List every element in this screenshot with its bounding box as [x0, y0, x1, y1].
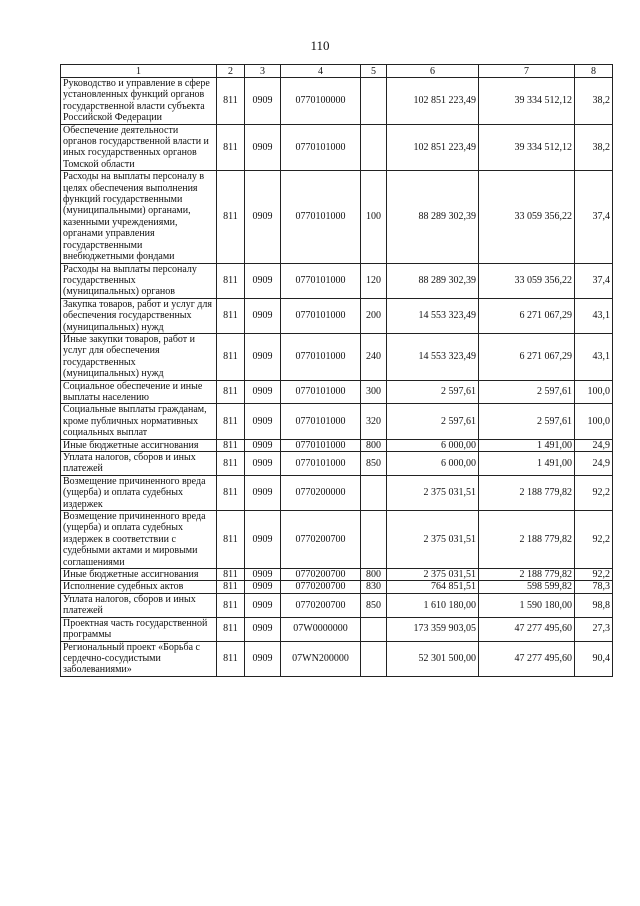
row-expense-type	[361, 124, 387, 171]
row-expense-type: 120	[361, 263, 387, 298]
row-target-article: 0770101000	[281, 298, 361, 333]
row-name: Проектная часть государственной программы	[61, 617, 217, 641]
row-percent: 43,1	[575, 298, 613, 333]
row-target-article: 0770101000	[281, 333, 361, 380]
table-row	[61, 78, 613, 125]
table-row	[61, 333, 613, 380]
row-target-article: 0770101000	[281, 452, 361, 476]
row-expense-type: 300	[361, 380, 387, 404]
column-header: 7	[479, 65, 575, 78]
row-code: 811	[217, 569, 245, 581]
row-target-article: 0770101000	[281, 380, 361, 404]
column-header: 2	[217, 65, 245, 78]
row-expense-type: 850	[361, 593, 387, 617]
row-expense-type	[361, 511, 387, 569]
row-plan-amount: 52 301 500,00	[387, 641, 479, 676]
row-code: 811	[217, 404, 245, 439]
row-plan-amount: 2 597,61	[387, 404, 479, 439]
table-row	[61, 263, 613, 298]
row-code: 811	[217, 475, 245, 510]
row-fact-amount: 6 271 067,29	[479, 333, 575, 380]
column-header: 8	[575, 65, 613, 78]
row-percent: 100,0	[575, 380, 613, 404]
row-section: 0909	[245, 439, 281, 451]
row-plan-amount: 2 375 031,51	[387, 511, 479, 569]
row-section: 0909	[245, 617, 281, 641]
row-plan-amount: 6 000,00	[387, 452, 479, 476]
row-expense-type: 800	[361, 569, 387, 581]
row-section: 0909	[245, 263, 281, 298]
row-expense-type: 100	[361, 171, 387, 263]
row-section: 0909	[245, 511, 281, 569]
row-name: Социальные выплаты гражданам, кроме публичных нормативных социальных выплат	[61, 404, 217, 439]
row-code: 811	[217, 124, 245, 171]
row-expense-type: 800	[361, 439, 387, 451]
table-row	[61, 452, 613, 476]
row-section: 0909	[245, 475, 281, 510]
row-plan-amount: 14 553 323,49	[387, 298, 479, 333]
row-expense-type	[361, 78, 387, 125]
row-code: 811	[217, 581, 245, 593]
row-target-article: 0770101000	[281, 124, 361, 171]
row-fact-amount: 2 597,61	[479, 404, 575, 439]
row-expense-type	[361, 617, 387, 641]
row-code: 811	[217, 641, 245, 676]
row-plan-amount: 2 597,61	[387, 380, 479, 404]
row-fact-amount: 39 334 512,12	[479, 78, 575, 125]
row-code: 811	[217, 617, 245, 641]
row-name: Возмещение причиненного вреда (ущерба) и оплата судебных издержек в соответствии с судебными актами и мировыми соглашениями	[61, 511, 217, 569]
column-header: 1	[61, 65, 217, 78]
row-plan-amount: 2 375 031,51	[387, 569, 479, 581]
row-section: 0909	[245, 171, 281, 263]
row-plan-amount: 173 359 903,05	[387, 617, 479, 641]
row-code: 811	[217, 333, 245, 380]
row-expense-type: 200	[361, 298, 387, 333]
row-expense-type: 850	[361, 452, 387, 476]
table-row	[61, 511, 613, 569]
row-fact-amount: 39 334 512,12	[479, 124, 575, 171]
row-plan-amount: 14 553 323,49	[387, 333, 479, 380]
row-percent: 38,2	[575, 78, 613, 125]
row-plan-amount: 764 851,51	[387, 581, 479, 593]
row-plan-amount: 2 375 031,51	[387, 475, 479, 510]
row-name: Закупка товаров, работ и услуг для обеспечения государственных (муниципальных) нужд	[61, 298, 217, 333]
row-fact-amount: 33 059 356,22	[479, 263, 575, 298]
row-name: Руководство и управление в сфере установленных функций органов государственной власти субъекта Российской Федерации	[61, 78, 217, 125]
row-target-article: 0770100000	[281, 78, 361, 125]
row-target-article: 0770101000	[281, 404, 361, 439]
row-target-article: 0770101000	[281, 171, 361, 263]
column-header: 6	[387, 65, 479, 78]
row-target-article: 0770200700	[281, 569, 361, 581]
row-percent: 24,9	[575, 439, 613, 451]
row-fact-amount: 2 597,61	[479, 380, 575, 404]
row-plan-amount: 102 851 223,49	[387, 78, 479, 125]
row-code: 811	[217, 452, 245, 476]
row-code: 811	[217, 298, 245, 333]
row-fact-amount: 47 277 495,60	[479, 617, 575, 641]
row-expense-type: 830	[361, 581, 387, 593]
row-section: 0909	[245, 298, 281, 333]
row-percent: 27,3	[575, 617, 613, 641]
header-row	[61, 65, 613, 78]
row-plan-amount: 102 851 223,49	[387, 124, 479, 171]
row-fact-amount: 2 188 779,82	[479, 475, 575, 510]
row-name: Расходы на выплаты персоналу государственных (муниципальных) органов	[61, 263, 217, 298]
row-fact-amount: 2 188 779,82	[479, 569, 575, 581]
row-percent: 92,2	[575, 475, 613, 510]
table-row	[61, 593, 613, 617]
row-expense-type: 240	[361, 333, 387, 380]
row-name: Расходы на выплаты персоналу в целях обеспечения выполнения функций государственными (муниципальными) органами, казенными учреждениями, органами управления государственными внебюджетными фондами	[61, 171, 217, 263]
row-code: 811	[217, 593, 245, 617]
row-plan-amount: 88 289 302,39	[387, 171, 479, 263]
row-section: 0909	[245, 78, 281, 125]
row-section: 0909	[245, 452, 281, 476]
row-percent: 78,3	[575, 581, 613, 593]
table-row	[61, 569, 613, 581]
row-code: 811	[217, 263, 245, 298]
table-row	[61, 475, 613, 510]
column-header: 5	[361, 65, 387, 78]
row-target-article: 0770200700	[281, 581, 361, 593]
row-section: 0909	[245, 581, 281, 593]
table-row	[61, 380, 613, 404]
table-row	[61, 641, 613, 676]
row-fact-amount: 47 277 495,60	[479, 641, 575, 676]
table-row	[61, 439, 613, 451]
table-row	[61, 171, 613, 263]
row-name: Возмещение причиненного вреда (ущерба) и оплата судебных издержек	[61, 475, 217, 510]
row-name: Исполнение судебных актов	[61, 581, 217, 593]
row-target-article: 0770200700	[281, 593, 361, 617]
column-header: 4	[281, 65, 361, 78]
row-percent: 24,9	[575, 452, 613, 476]
column-header: 3	[245, 65, 281, 78]
row-target-article: 07WN200000	[281, 641, 361, 676]
row-percent: 92,2	[575, 569, 613, 581]
page-number: 110	[310, 38, 330, 53]
row-percent: 38,2	[575, 124, 613, 171]
row-code: 811	[217, 511, 245, 569]
row-expense-type	[361, 641, 387, 676]
row-expense-type	[361, 475, 387, 510]
row-code: 811	[217, 78, 245, 125]
row-percent: 43,1	[575, 333, 613, 380]
row-section: 0909	[245, 404, 281, 439]
row-name: Иные бюджетные ассигнования	[61, 439, 217, 451]
row-percent: 90,4	[575, 641, 613, 676]
row-fact-amount: 1 590 180,00	[479, 593, 575, 617]
row-name: Уплата налогов, сборов и иных платежей	[61, 452, 217, 476]
row-name: Обеспечение деятельности органов государственной власти и иных государственных органов Томской области	[61, 124, 217, 171]
row-expense-type: 320	[361, 404, 387, 439]
row-target-article: 07W0000000	[281, 617, 361, 641]
row-name: Региональный проект «Борьба с сердечно-сосудистыми заболеваниями»	[61, 641, 217, 676]
row-target-article: 0770101000	[281, 263, 361, 298]
row-fact-amount: 1 491,00	[479, 439, 575, 451]
row-percent: 100,0	[575, 404, 613, 439]
row-percent: 92,2	[575, 511, 613, 569]
row-plan-amount: 88 289 302,39	[387, 263, 479, 298]
row-target-article: 0770101000	[281, 439, 361, 451]
row-fact-amount: 598 599,82	[479, 581, 575, 593]
row-plan-amount: 1 610 180,00	[387, 593, 479, 617]
row-name: Иные закупки товаров, работ и услуг для обеспечения государственных (муниципальных) нужд	[61, 333, 217, 380]
row-plan-amount: 6 000,00	[387, 439, 479, 451]
table-row	[61, 404, 613, 439]
budget-table	[60, 64, 613, 677]
table-row	[61, 298, 613, 333]
row-section: 0909	[245, 569, 281, 581]
table-row	[61, 124, 613, 171]
row-target-article: 0770200700	[281, 511, 361, 569]
row-section: 0909	[245, 333, 281, 380]
row-section: 0909	[245, 124, 281, 171]
row-fact-amount: 1 491,00	[479, 452, 575, 476]
row-percent: 98,8	[575, 593, 613, 617]
row-percent: 37,4	[575, 263, 613, 298]
row-name: Иные бюджетные ассигнования	[61, 569, 217, 581]
table-row	[61, 617, 613, 641]
row-code: 811	[217, 171, 245, 263]
row-code: 811	[217, 439, 245, 451]
row-target-article: 0770200000	[281, 475, 361, 510]
table-row	[61, 581, 613, 593]
row-section: 0909	[245, 641, 281, 676]
row-fact-amount: 2 188 779,82	[479, 511, 575, 569]
row-fact-amount: 6 271 067,29	[479, 298, 575, 333]
row-section: 0909	[245, 593, 281, 617]
row-code: 811	[217, 380, 245, 404]
row-name: Социальное обеспечение и иные выплаты населению	[61, 380, 217, 404]
row-fact-amount: 33 059 356,22	[479, 171, 575, 263]
row-name: Уплата налогов, сборов и иных платежей	[61, 593, 217, 617]
row-section: 0909	[245, 380, 281, 404]
row-percent: 37,4	[575, 171, 613, 263]
